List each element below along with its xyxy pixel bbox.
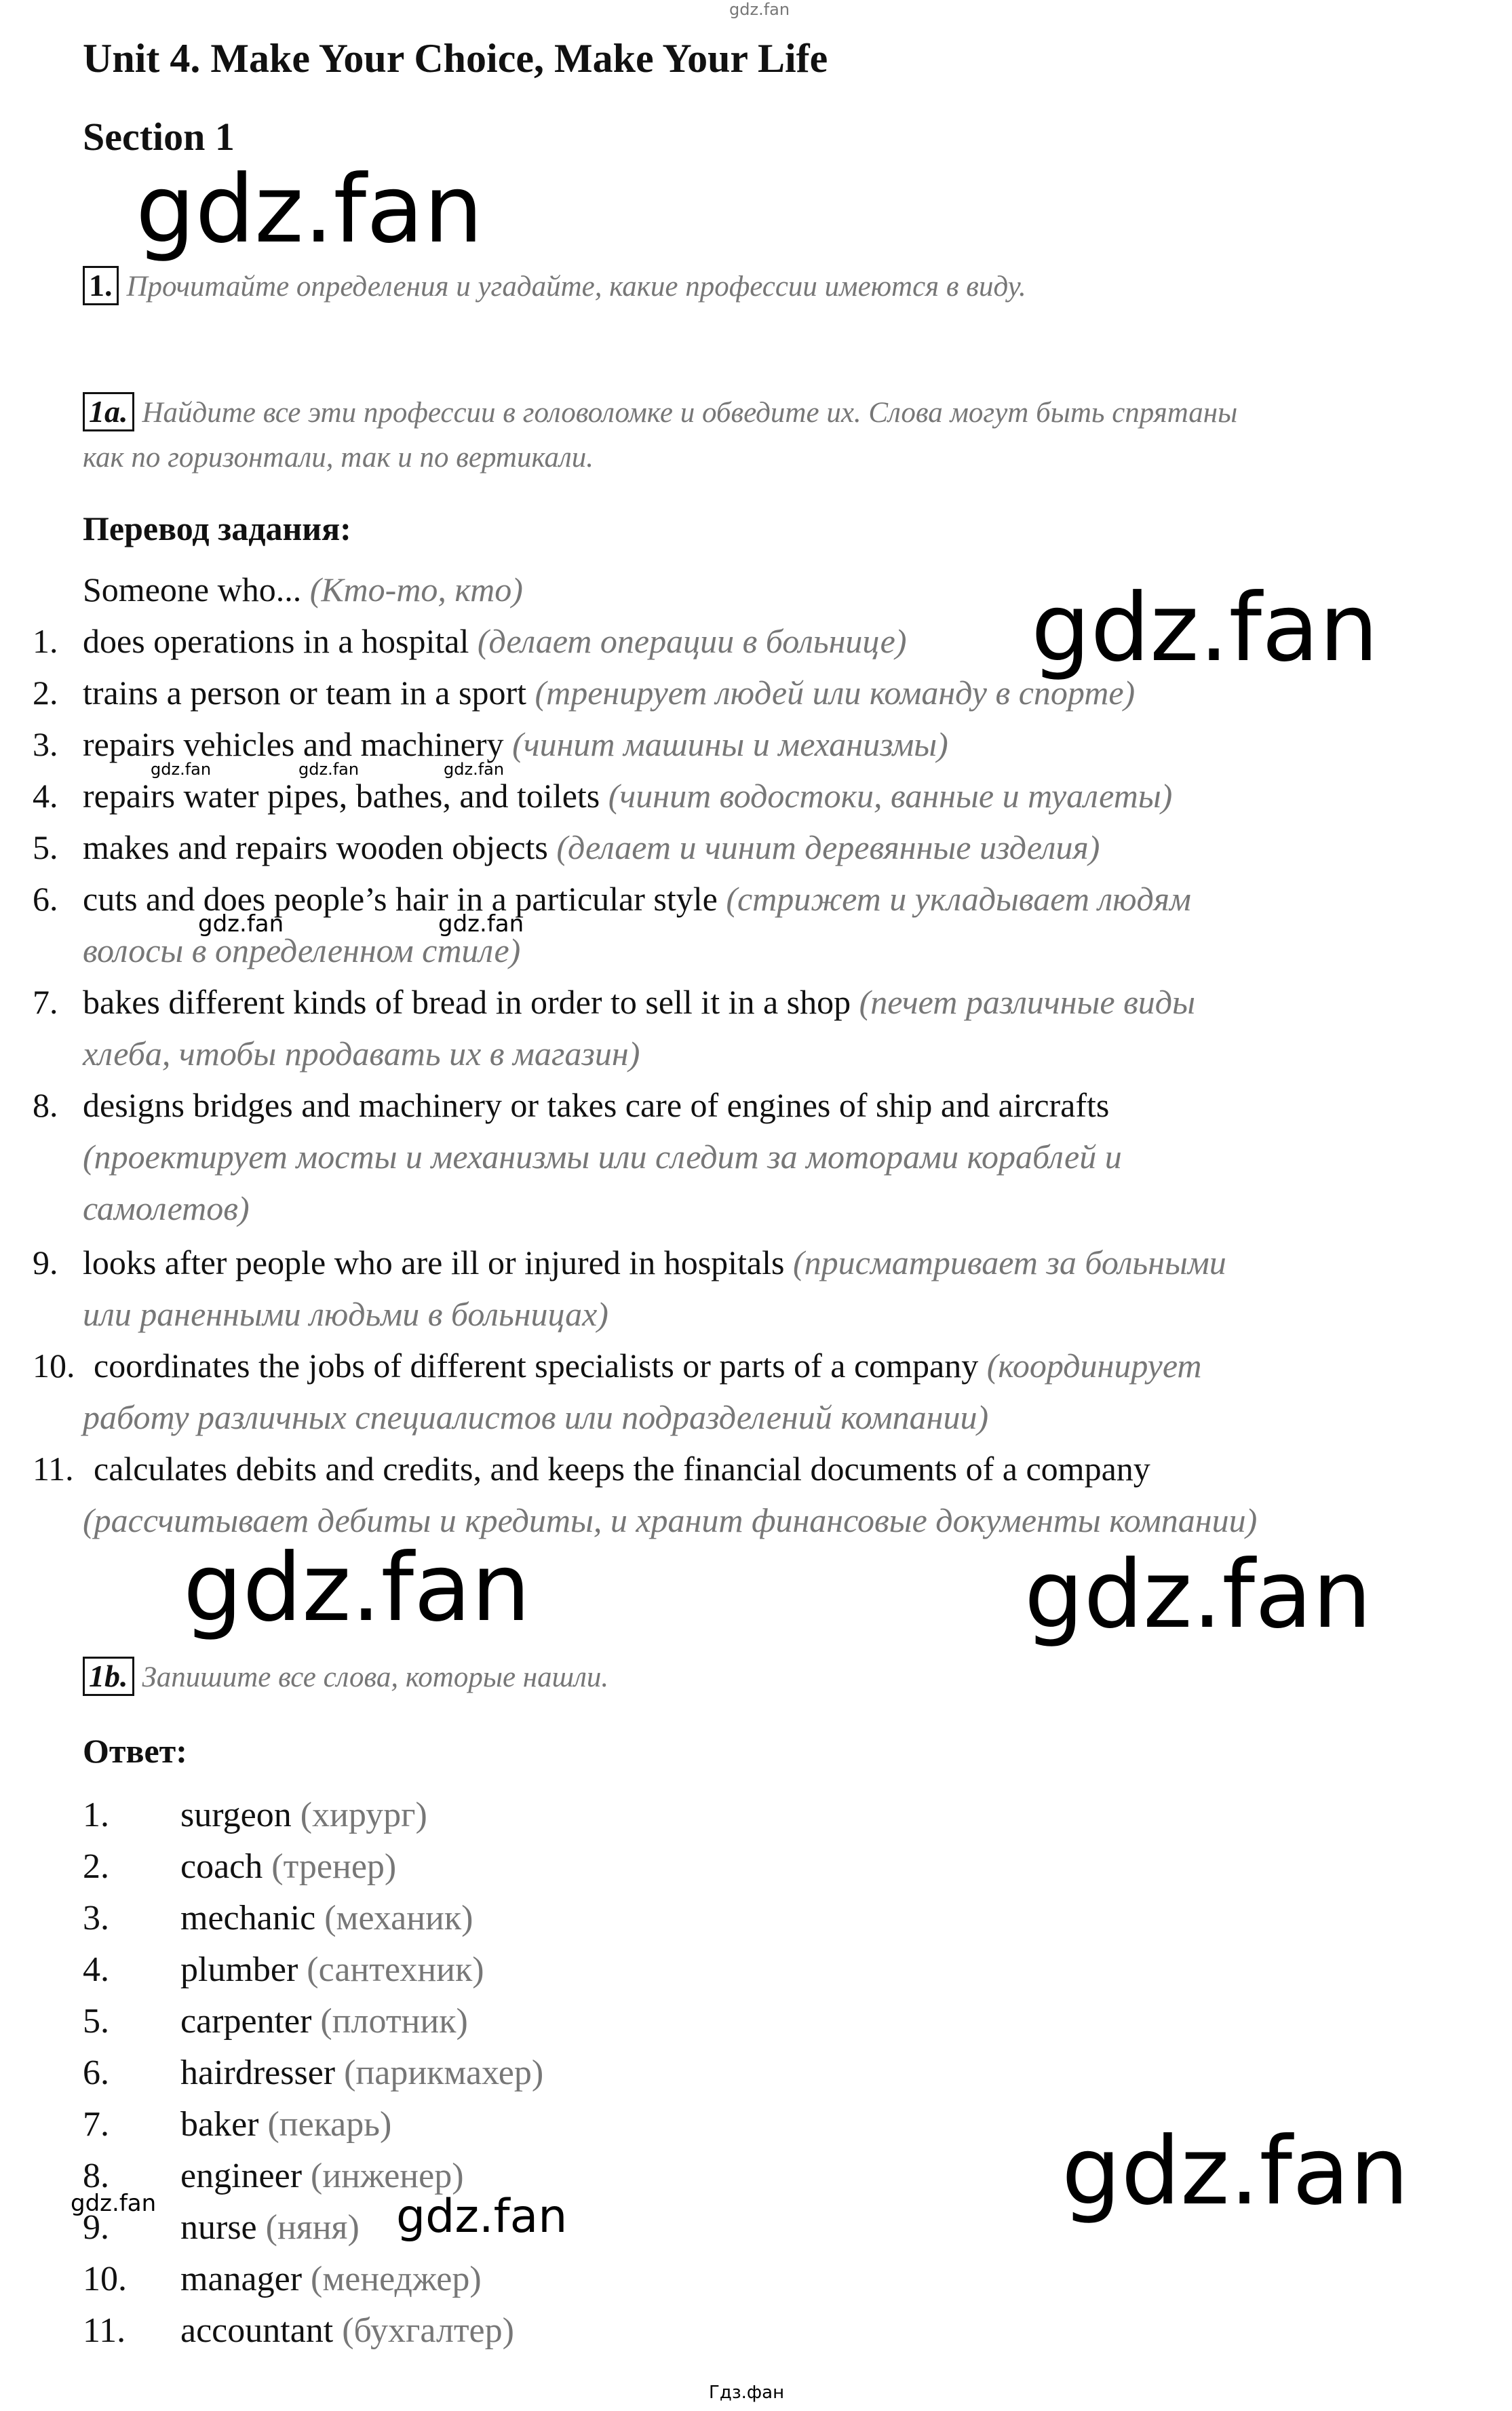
answer-number: 9. (83, 2208, 109, 2247)
translation-item (83, 828, 1100, 867)
intro-en: Someone who... (83, 571, 302, 609)
item-number: 9. (33, 1243, 58, 1281)
item-number: 4. (33, 777, 58, 815)
translation-item (83, 1243, 1226, 1282)
watermark-big-2: gdz.fan (1031, 573, 1379, 682)
answer-number: 10. (83, 2260, 127, 2298)
item-number: 11. (33, 1450, 74, 1488)
translation-intro (83, 570, 523, 609)
answer-en: mechanic (180, 1899, 316, 1937)
answer-en: nurse (180, 2208, 257, 2247)
answer-ru: (хирург) (300, 1796, 427, 1834)
answer-ru: (инженер) (311, 2157, 464, 2195)
watermark-small: gdz.fan (438, 910, 524, 938)
watermark-big-3: gdz.fan (183, 1533, 531, 1642)
answer-item (180, 1898, 473, 1938)
task-1b-text: Запишите все слова, которые нашли. (142, 1661, 609, 1693)
item-en: does operations in a hospital (83, 622, 469, 660)
answer-ru: (бухгалтер) (342, 2311, 514, 2350)
item-ru: (стрижет и укладывает людям (726, 880, 1191, 918)
answer-en: plumber (180, 1950, 298, 1989)
item-ru-cont: работу различных специалистов или подразделений компании) (83, 1398, 989, 1436)
item-number: 8. (33, 1086, 58, 1124)
translation-item (94, 1346, 1202, 1385)
answer-number: 5. (83, 2002, 109, 2041)
item-en: cuts and does people’s hair in a particular style (83, 880, 718, 918)
watermark-small: gdz.fan (71, 2190, 157, 2217)
answer-ru: (няня) (265, 2208, 360, 2247)
answer-number: 1. (83, 1796, 109, 1834)
item-en: calculates debits and credits, and keeps the financial documents of a company (94, 1450, 1150, 1488)
watermark-medium: gdz.fan (396, 2190, 568, 2243)
item-en: designs bridges and machinery or takes care of engines of ship and aircrafts (83, 1086, 1110, 1124)
answer-number: 11. (83, 2311, 126, 2350)
watermark-small: gdz.fan (444, 760, 505, 779)
task-1b (83, 1657, 608, 1696)
watermark-big-4: gdz.fan (1024, 1540, 1372, 1649)
item-ru: (чинит машины и механизмы) (512, 725, 948, 763)
answer-ru: (менеджер) (311, 2260, 482, 2298)
item-en: coordinates the jobs of different specialists or parts of a company (94, 1347, 979, 1385)
task-1 (83, 266, 1026, 305)
answer-item (180, 2259, 482, 2299)
item-en: makes and repairs wooden objects (83, 828, 548, 866)
item-ru-cont: или раненными людьми в больницах) (83, 1295, 608, 1333)
top-watermark: gdz.fan (729, 0, 790, 19)
answer-en: baker (180, 2105, 259, 2144)
answer-ru: (тренер) (271, 1847, 397, 1886)
answer-en: coach (180, 1847, 263, 1886)
item-number: 5. (33, 828, 58, 866)
translation-item (83, 725, 948, 764)
answer-number: 4. (83, 1950, 109, 1989)
footer-watermark: Гдз.фан (709, 2383, 785, 2403)
item-ru: (печет различные виды (859, 983, 1195, 1021)
item-ru-cont: хлеба, чтобы продавать их в магазин) (83, 1035, 640, 1073)
item-ru: (чинит водостоки, ванные и туалеты) (608, 777, 1173, 815)
answer-en: engineer (180, 2157, 303, 2195)
item-en: bakes different kinds of bread in order to sell it in a shop (83, 983, 851, 1021)
task-1a-label: 1a. (83, 392, 134, 431)
task-1b-label: 1b. (83, 1657, 134, 1696)
item-ru-cont: самолетов) (83, 1189, 250, 1227)
translation-item (83, 776, 1172, 815)
task-1a-line2: как по горизонтали, так и по вертикали. (83, 442, 594, 474)
answer-en: manager (180, 2260, 303, 2298)
answer-item (180, 1795, 427, 1835)
translation-item (83, 1085, 1109, 1125)
answer-item (180, 2311, 514, 2351)
translation-item (83, 621, 907, 661)
section-title: Section 1 (83, 115, 235, 159)
answer-en: hairdresser (180, 2053, 336, 2092)
answer-ru: (парикмахер) (344, 2053, 544, 2092)
item-ru-cont: (рассчитывает дебиты и кредиты, и хранит финансовые документы компании) (83, 1501, 1258, 1539)
answer-ru: (механик) (324, 1899, 473, 1937)
item-number: 7. (33, 983, 58, 1021)
item-number: 3. (33, 725, 58, 763)
item-ru-cont: (проектирует мосты и механизмы или следит за моторами кораблей и (83, 1138, 1122, 1176)
translation-heading: Перевод задания: (83, 509, 351, 547)
translation-item (83, 673, 1135, 712)
answer-item (180, 1847, 396, 1887)
answer-number: 8. (83, 2157, 109, 2195)
item-number: 2. (33, 674, 58, 712)
item-number: 10. (33, 1347, 75, 1385)
item-ru-cont: волосы в определенном стиле) (83, 931, 521, 969)
watermark-big-1: gdz.fan (136, 155, 484, 264)
answer-number: 3. (83, 1899, 109, 1937)
watermark-big-5: gdz.fan (1062, 2117, 1410, 2226)
answer-en: carpenter (180, 2002, 312, 2041)
task-1a-line1: Найдите все эти профессии в головоломке и обведите их. Слова могут быть спрятаны (142, 397, 1238, 429)
answer-item (180, 2207, 360, 2248)
intro-ru: (Кто-то, кто) (309, 571, 523, 609)
watermark-small: gdz.fan (298, 760, 360, 779)
item-ru: (координирует (986, 1347, 1202, 1385)
task-1-text: Прочитайте определения и угадайте, какие профессии имеются в виду. (126, 271, 1026, 303)
watermark-small: gdz.fan (198, 910, 284, 938)
answer-item (180, 2104, 391, 2144)
unit-title: Unit 4. Make Your Choice, Make Your Life (83, 36, 828, 81)
item-ru: (присматривает за больными (792, 1243, 1226, 1281)
answer-ru: (плотник) (320, 2002, 468, 2041)
task-1a (83, 392, 1237, 431)
translation-item (94, 1449, 1150, 1488)
answer-item (180, 2053, 543, 2093)
answer-en: accountant (180, 2311, 334, 2350)
item-en: trains a person or team in a sport (83, 674, 526, 712)
answer-number: 6. (83, 2053, 109, 2092)
item-ru: (делает операции в больнице) (477, 622, 907, 660)
answer-ru: (пекарь) (267, 2105, 392, 2144)
item-en: looks after people who are ill or injured in hospitals (83, 1243, 785, 1281)
item-en: repairs water pipes, bathes, and toilets (83, 777, 600, 815)
item-number: 6. (33, 880, 58, 918)
answer-ru: (сантехник) (307, 1950, 484, 1989)
answer-heading: Ответ: (83, 1732, 187, 1770)
task-1-label: 1. (83, 266, 119, 305)
answer-item (180, 2001, 468, 2041)
answer-number: 2. (83, 1847, 109, 1886)
answer-number: 7. (83, 2105, 109, 2144)
answer-en: surgeon (180, 1796, 292, 1834)
translation-item (83, 982, 1195, 1022)
item-ru: (делает и чинит деревянные изделия) (556, 828, 1100, 866)
item-number: 1. (33, 622, 58, 660)
item-en: repairs vehicles and machinery (83, 725, 504, 763)
watermark-small: gdz.fan (151, 760, 212, 779)
item-ru: (тренирует людей или команду в спорте) (535, 674, 1136, 712)
answer-item (180, 1950, 484, 1990)
